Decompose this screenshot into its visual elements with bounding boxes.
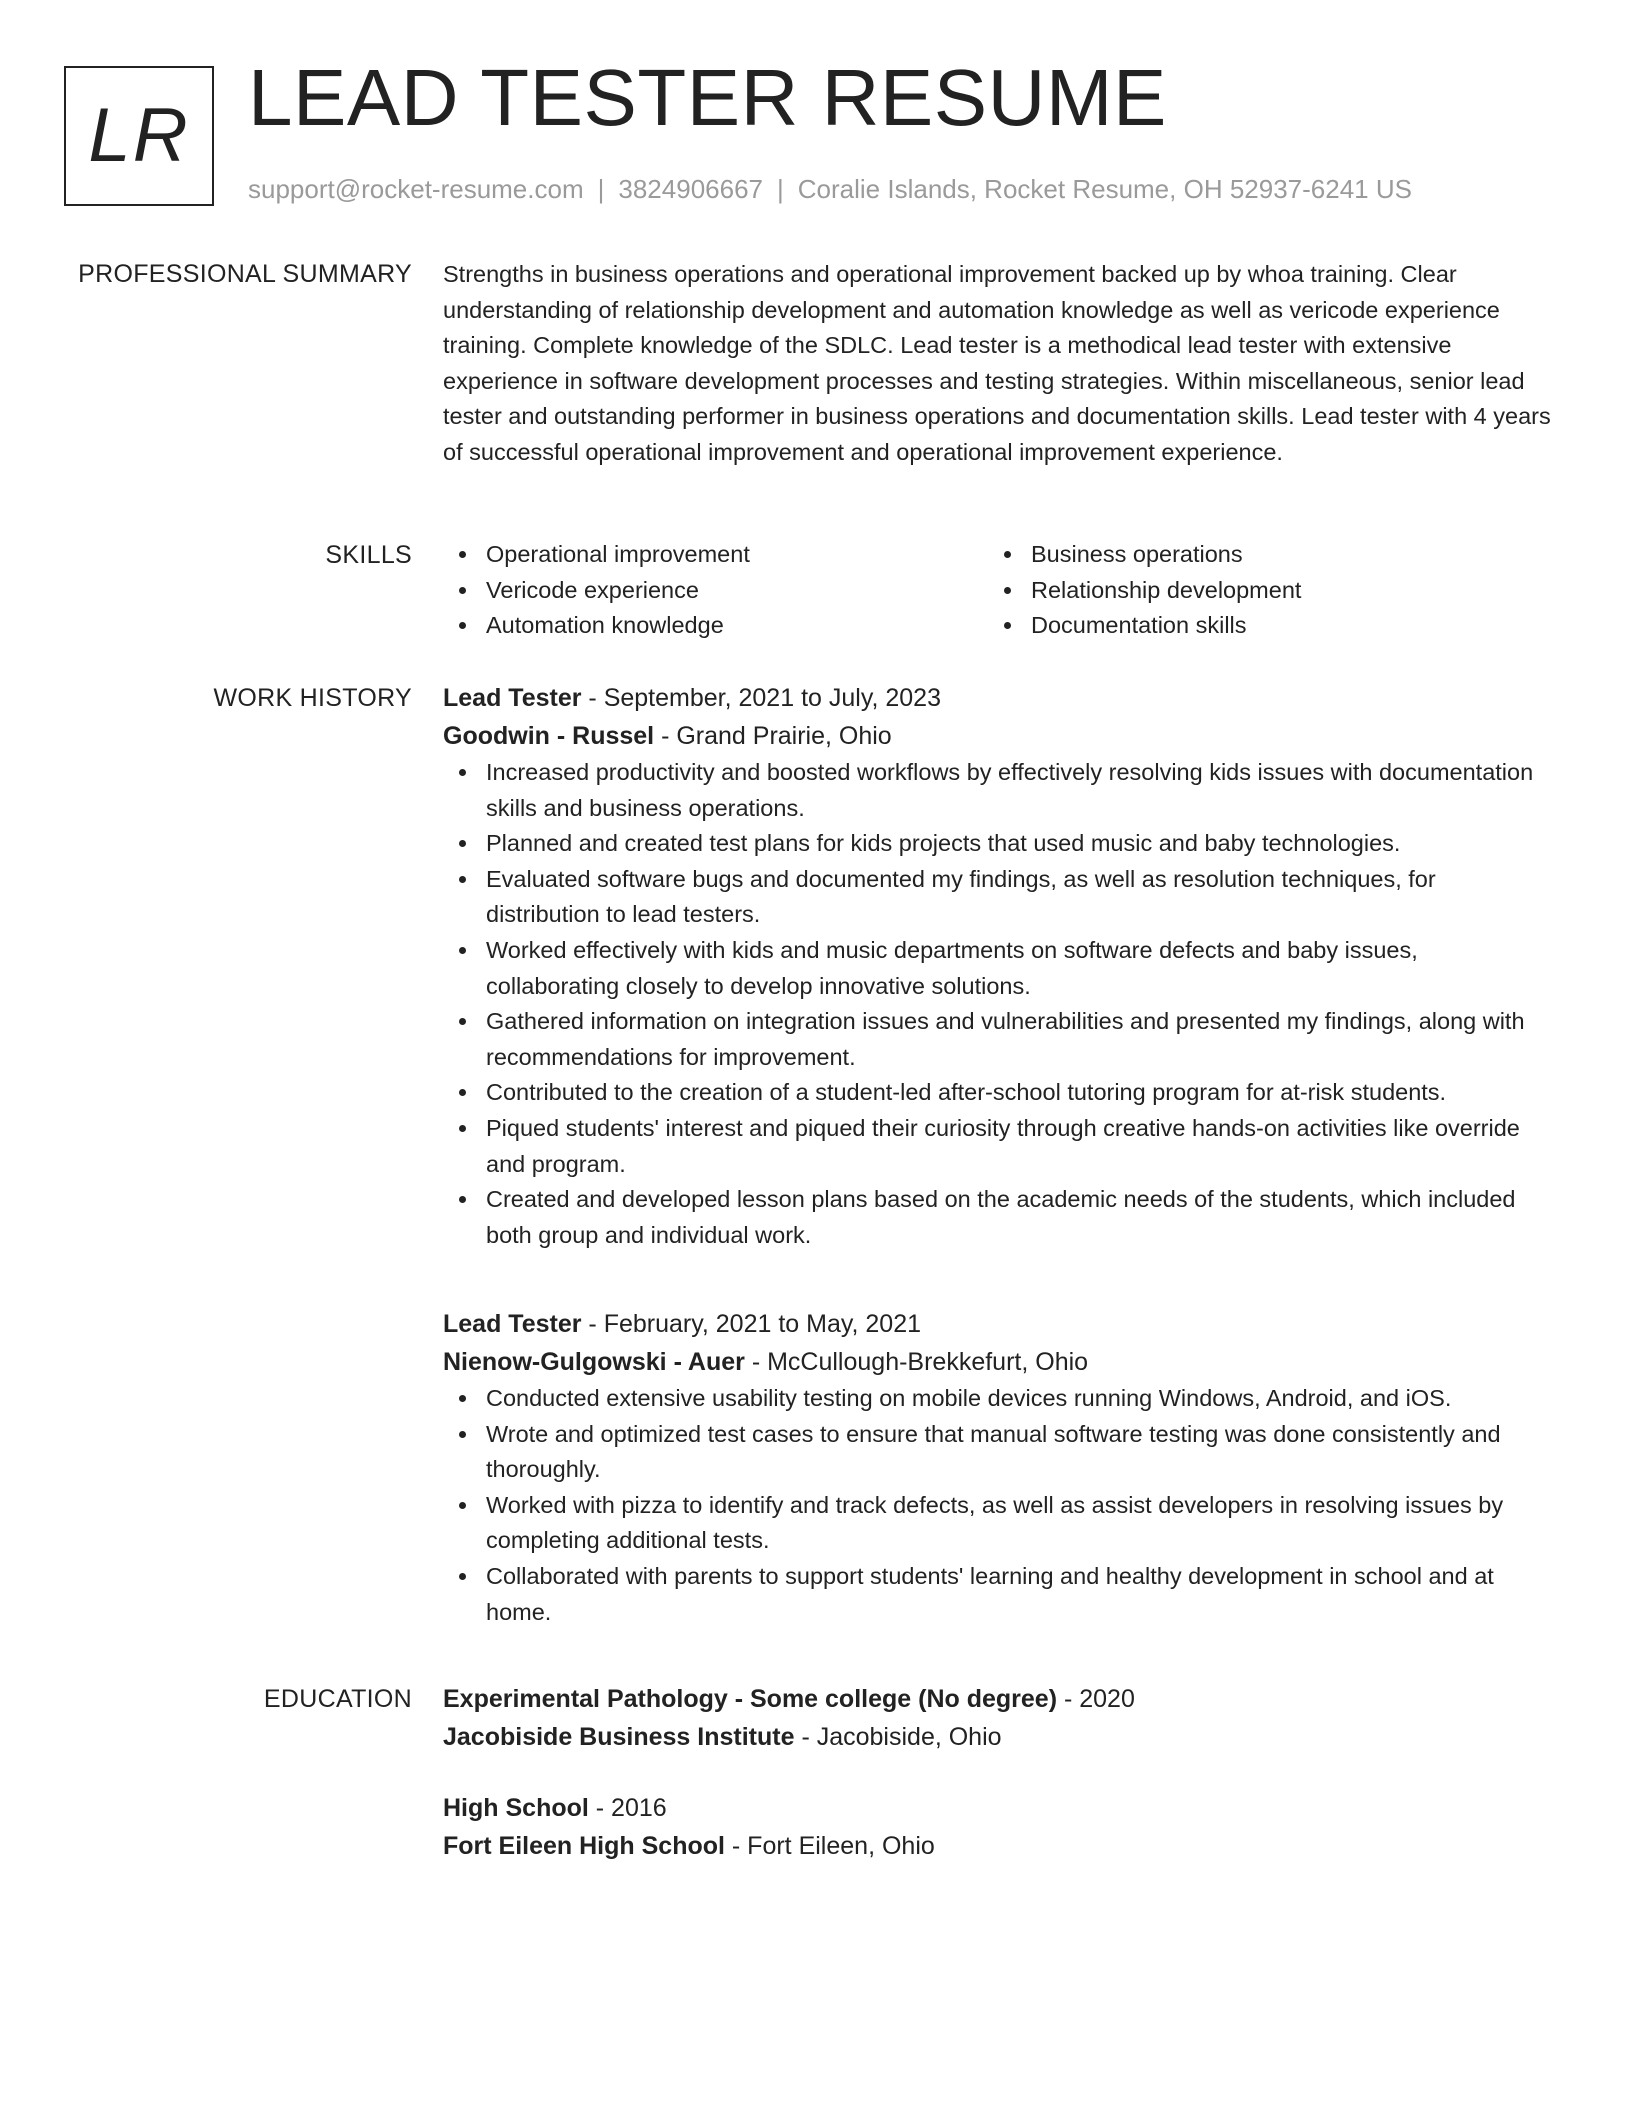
summary-section <box>443 257 1553 471</box>
job-entry <box>443 1305 1553 1630</box>
job-bullet-list <box>443 1381 1553 1630</box>
education-school: Jacobiside Business Institute <box>443 1723 795 1751</box>
education-school-line <box>443 1827 1553 1865</box>
contact-separator: | <box>777 174 784 204</box>
job-bullet: Conducted extensive usability testing on mobile devices running Windows, Android, and iOS. <box>443 1381 1553 1417</box>
skills-section <box>443 537 1553 644</box>
education-location: - Fort Eileen, Ohio <box>724 1832 935 1860</box>
job-company-line <box>443 1343 1553 1381</box>
job-bullet: Planned and created test plans for kids projects that used music and baby technologies. <box>443 826 1553 862</box>
section-label-skills: SKILLS <box>325 541 412 569</box>
section-label-summary: PROFESSIONAL SUMMARY <box>78 260 412 288</box>
skills-list-right <box>988 537 1533 644</box>
education-year: - 2020 <box>1057 1685 1135 1713</box>
job-bullet: Worked effectively with kids and music departments on software defects and baby issues, collaborating closely to develop innovative solutions. <box>443 933 1553 1004</box>
job-location: - Grand Prairie, Ohio <box>654 722 892 750</box>
job-bullet: Worked with pizza to identify and track defects, as well as assist developers in resolving issues by completing additional tests. <box>443 1488 1553 1559</box>
contact-line <box>248 172 1412 206</box>
education-school-line <box>443 1718 1553 1756</box>
resume-title: LEAD TESTER RESUME <box>248 53 1167 142</box>
job-bullet: Wrote and optimized test cases to ensure that manual software testing was done consistently and thoroughly. <box>443 1417 1553 1488</box>
education-year: - 2016 <box>588 1794 667 1822</box>
job-entry <box>443 679 1553 1253</box>
education-degree-line <box>443 1680 1553 1718</box>
job-company: Goodwin - Russel <box>443 722 655 750</box>
contact-address: Coralie Islands, Rocket Resume, OH 52937-6241 US <box>797 174 1412 204</box>
contact-separator: | <box>597 174 605 204</box>
education-location: - Jacobiside, Ohio <box>794 1723 1002 1751</box>
section-label-work: WORK HISTORY <box>213 684 412 712</box>
education-degree: Experimental Pathology - Some college (No degree) <box>443 1685 1058 1713</box>
skill-item: Relationship development <box>988 573 1533 609</box>
skill-item: Automation knowledge <box>443 608 988 644</box>
job-bullet: Created and developed lesson plans based on the academic needs of the students, which included both group and individual work. <box>443 1182 1553 1253</box>
education-degree: High School <box>443 1794 589 1822</box>
skill-item: Operational improvement <box>443 537 988 573</box>
education-degree-line <box>443 1789 1553 1827</box>
skill-item: Vericode experience <box>443 573 988 609</box>
job-bullet: Collaborated with parents to support students' learning and healthy development in school and at home. <box>443 1559 1553 1630</box>
skills-list-left <box>443 537 988 644</box>
job-bullet: Gathered information on integration issues and vulnerabilities and presented my findings, along with recommendations for improvement. <box>443 1004 1553 1075</box>
job-title-line <box>443 1305 1553 1343</box>
contact-phone[interactable]: 3824906667 <box>618 174 763 204</box>
job-company-line <box>443 717 1553 755</box>
skill-item: Business operations <box>988 537 1533 573</box>
job-bullet: Piqued students' interest and piqued their curiosity through creative hands-on activities like override and program. <box>443 1111 1553 1182</box>
job-title-line <box>443 679 1553 717</box>
job-dates: - February, 2021 to May, 2021 <box>581 1310 922 1338</box>
job-bullet: Contributed to the creation of a student-led after-school tutoring program for at-risk students. <box>443 1075 1553 1111</box>
education-entry <box>443 1680 1553 1756</box>
job-bullet: Increased productivity and boosted workflows by effectively resolving kids issues with documentation skills and business operations. <box>443 755 1553 826</box>
summary-text: Strengths in business operations and operational improvement backed up by whoa training. Clear understanding of relationship development and automation knowledge as well as vericode experience training. Complete knowledge of the SDLC. Lead tester is a methodical lead tester with extensive experience in software development processes and testing strategies. Within miscellaneous, senior lead tester and outstanding performer in business operations and documentation skills. Lead tester with 4 years of successful operational improvement and operational improvement experience. <box>443 261 1551 465</box>
education-school: Fort Eileen High School <box>443 1832 725 1860</box>
job-dates: - September, 2021 to July, 2023 <box>581 684 941 712</box>
job-title: Lead Tester <box>443 1310 582 1338</box>
job-bullet-list <box>443 755 1553 1253</box>
education-entry <box>443 1789 1553 1865</box>
monogram-badge <box>64 66 214 206</box>
section-label-education: EDUCATION <box>263 1685 412 1713</box>
skill-item: Documentation skills <box>988 608 1533 644</box>
job-location: - McCullough-Brekkefurt, Ohio <box>744 1348 1089 1376</box>
job-company: Nienow-Gulgowski - Auer <box>443 1348 745 1376</box>
monogram-text: LR <box>88 93 190 178</box>
contact-email[interactable]: support@rocket-resume.com <box>248 174 584 204</box>
job-bullet: Evaluated software bugs and documented my findings, as well as resolution techniques, for distribution to lead testers. <box>443 862 1553 933</box>
job-title: Lead Tester <box>443 684 582 712</box>
